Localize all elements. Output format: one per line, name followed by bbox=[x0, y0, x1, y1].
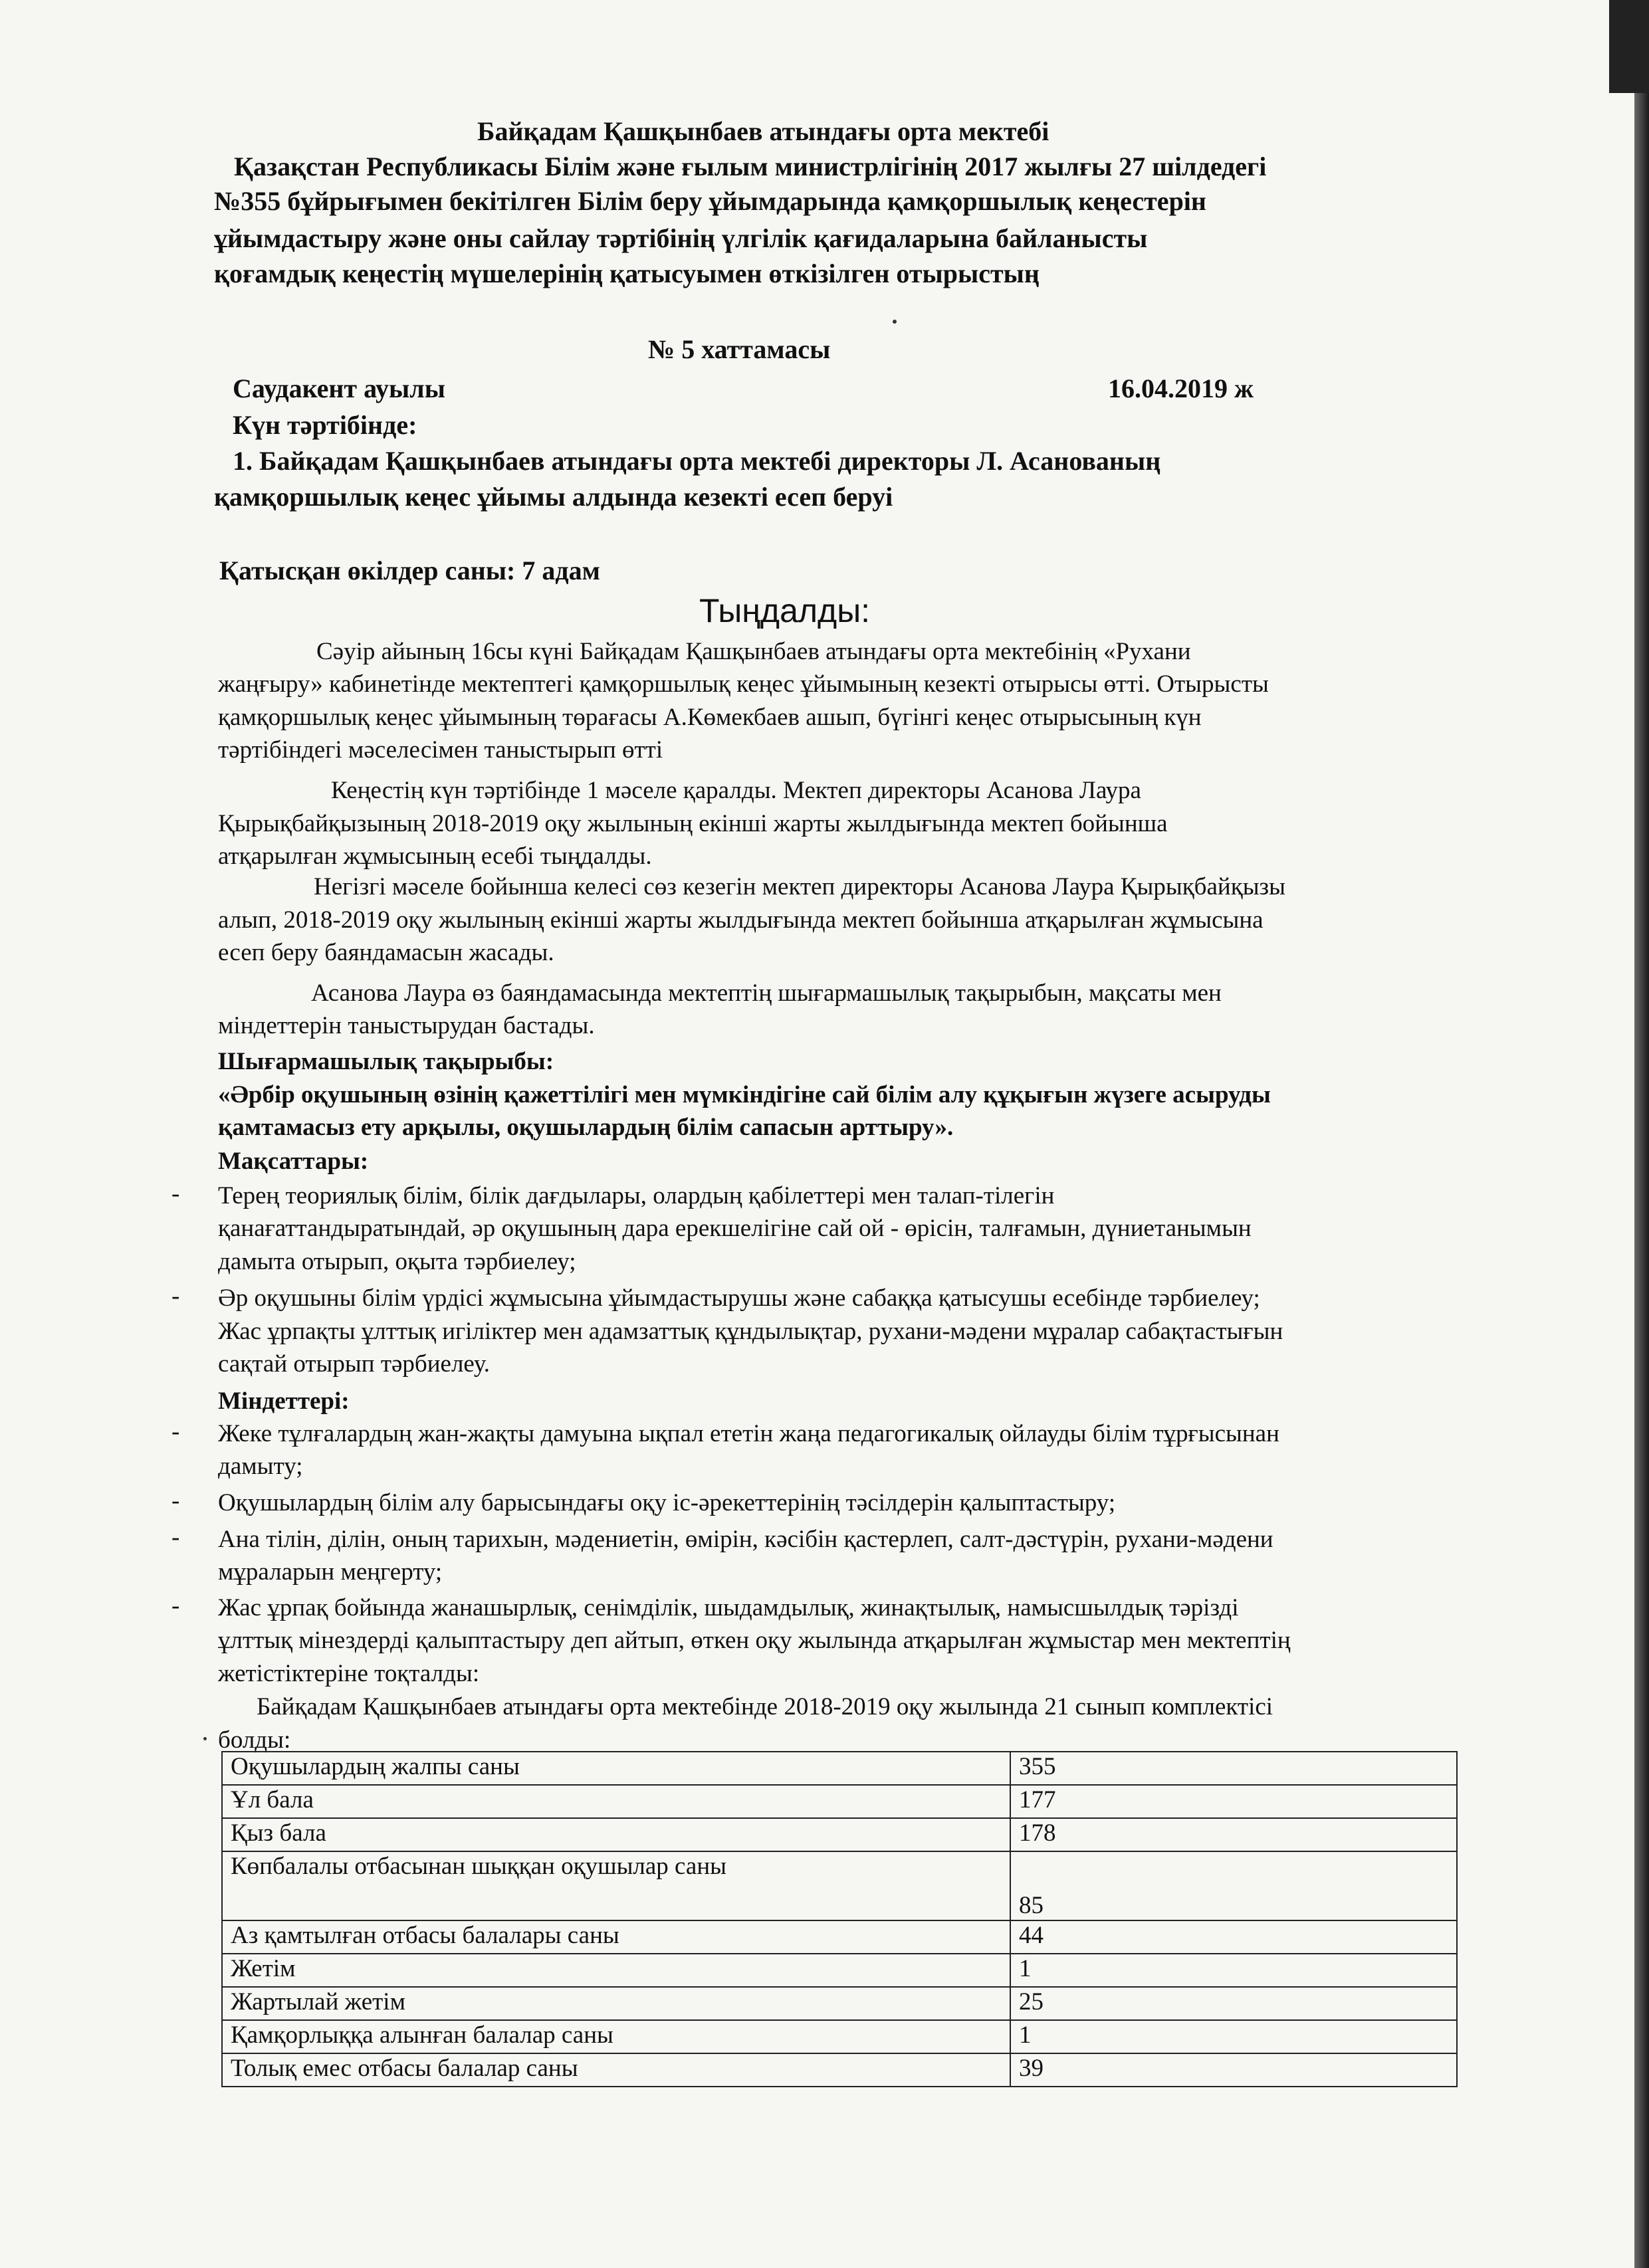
scan-speck bbox=[203, 1737, 207, 1740]
table-cell-label: Қыз бала bbox=[222, 1818, 1010, 1851]
theme-line-1: «Әрбір оқушының өзінің қажеттілігі мен мүмкіндігіне сай білім алу құқығын жүзеге асыруды bbox=[218, 1081, 1271, 1108]
goal-2-line-3: сақтай отырып тәрбиелеу. bbox=[218, 1350, 490, 1378]
school-name: Байқадам Қашқынбаев атындағы орта мектебі bbox=[477, 116, 1049, 146]
theme-line-2: қамтамасыз ету арқылы, оқушылардың білім сапасын арттыру». bbox=[218, 1114, 954, 1141]
header-line-5: қоғамдық кеңестің мүшелерінің қатысуымен өткізілген отырыстың bbox=[214, 258, 1040, 288]
header-line-4: ұйымдастыру және оны сайлау тәртібінің үлгілік қағидаларына байланысты bbox=[214, 223, 1148, 253]
table-cell-label: Жартылай жетім bbox=[222, 1987, 1010, 2020]
table-cell-value: 25 bbox=[1010, 1987, 1457, 2020]
paragraph-1-line-3: қамқоршылық кеңес ұйымының төрағасы А.Көмекбаев ашып, бүгінгі кеңес отырысының күн bbox=[218, 704, 1202, 731]
goal-1-line-1: Терең теориялық білім, білік дағдылары, олардың қабілеттері мен талап-тілегін bbox=[218, 1182, 1055, 1209]
theme-label: Шығармашылық тақырыбы: bbox=[218, 1048, 554, 1075]
list-dash: - bbox=[171, 1524, 180, 1551]
table-row bbox=[222, 1851, 1457, 1920]
paragraph-3-line-1: Негізгі мәселе бойынша келесі сөз кезегін мектеп директоры Асанова Лаура Қырықбайқызы bbox=[314, 873, 1286, 900]
table-cell-value: 178 bbox=[1010, 1818, 1457, 1851]
section-title-listened: Тыңдалды: bbox=[699, 592, 871, 629]
goal-2-line-1: Әр оқушыны білім үрдісі жұмысына ұйымдастырушы және сабаққа қатысушы есебінде тәрбиелеу; bbox=[218, 1285, 1260, 1312]
task-1-line-1: Жеке тұлғалардың жан-жақты дамуына ықпал ететін жаңа педагогикалық ойлауды білім тұрғысынан bbox=[218, 1420, 1279, 1447]
paragraph-1-line-2: жаңғыру» кабинетінде мектептегі қамқоршылық кеңес ұйымының кезекті отырысы өтті. Отырысты bbox=[218, 670, 1269, 698]
table-cell-label: Ұл бала bbox=[222, 1785, 1010, 1818]
list-dash: - bbox=[171, 1180, 180, 1207]
paragraph-5-line-2: болды: bbox=[218, 1726, 291, 1754]
task-3-line-1: Ана тілін, ділін, оның тарихын, мәдениетін, өмірін, кәсібін қастерлеп, салт-дәстүрін, рухани-мәдени bbox=[218, 1526, 1273, 1553]
agenda-item-1-cont: қамқоршылық кеңес ұйымы алдында кезекті есеп беруі bbox=[214, 482, 893, 512]
list-dash: - bbox=[171, 1283, 180, 1310]
meeting-place: Саудакент ауылы bbox=[233, 373, 445, 403]
scan-speck bbox=[893, 320, 897, 324]
table-row bbox=[222, 1752, 1457, 1785]
table-cell-value: 1 bbox=[1010, 1954, 1457, 1987]
paragraph-2-line-3: атқарылған жұмысының есебі тыңдалды. bbox=[218, 843, 652, 870]
attendees-count: Қатысқан өкілдер саны: 7 адам bbox=[219, 556, 600, 585]
table-cell-label: Аз қамтылған отбасы балалары саны bbox=[222, 1920, 1010, 1954]
meeting-date: 16.04.2019 ж bbox=[1108, 373, 1254, 403]
table-cell-value: 1 bbox=[1010, 2020, 1457, 2053]
paragraph-3-line-2: алып, 2018-2019 оқу жылының екінші жарты жылдығында мектеп бойынша атқарылған жұмысына bbox=[218, 906, 1264, 934]
header-line-2: Қазақстан Республикасы Білім және ғылым министрлігінің 2017 жылғы 27 шілдедегі bbox=[234, 152, 1267, 181]
table-row bbox=[222, 2053, 1457, 2087]
header-line-3: №355 бұйрығымен бекітілген Білім беру ұйымдарында қамқоршылық кеңестерін bbox=[214, 186, 1206, 216]
goals-label: Мақсаттары: bbox=[218, 1148, 369, 1175]
table-cell-label: Оқушылардың жалпы саны bbox=[222, 1752, 1010, 1785]
tasks-label: Міндеттері: bbox=[218, 1388, 350, 1415]
table-row bbox=[222, 1785, 1457, 1818]
table-cell-label: Көпбалалы отбасынан шыққан оқушылар саны bbox=[222, 1851, 1010, 1920]
goal-2-line-2: Жас ұрпақты ұлттық игіліктер мен адамзаттық құндылықтар, рухани-мәдени мұралар сабақтастығын bbox=[218, 1318, 1283, 1345]
task-1-line-2: дамыту; bbox=[218, 1453, 303, 1480]
task-2-line-1: Оқушылардың білім алу барысындағы оқу іс-әрекеттерінің тәсілдерін қалыптастыру; bbox=[218, 1489, 1116, 1516]
table-row bbox=[222, 1987, 1457, 2020]
student-stats-table bbox=[221, 1751, 1458, 2087]
table-cell-label: Жетім bbox=[222, 1954, 1010, 1987]
paragraph-4-line-1: Асанова Лаура өз баяндамасында мектептің шығармашылық тақырыбын, мақсаты мен bbox=[311, 979, 1222, 1007]
table-cell-value: 44 bbox=[1010, 1920, 1457, 1954]
table-row bbox=[222, 1920, 1457, 1954]
list-dash: - bbox=[171, 1418, 180, 1445]
paragraph-1-line-4: тәртібіндегі мәселесімен таныстырып өтті bbox=[218, 736, 663, 764]
table-cell-label: Толық емес отбасы балалар саны bbox=[222, 2053, 1010, 2087]
table-row bbox=[222, 2020, 1457, 2053]
list-dash: - bbox=[171, 1487, 180, 1514]
protocol-number: № 5 хаттамасы bbox=[648, 334, 831, 364]
table-row bbox=[222, 1954, 1457, 1987]
paragraph-3-line-3: есеп беру баяндамасын жасады. bbox=[218, 939, 554, 966]
task-4-line-1: Жас ұрпақ бойында жанашырлық, сенімділік, шыдамдылық, жинақтылық, намысшылдық тәрізді bbox=[218, 1594, 1239, 1621]
table-cell-value: 39 bbox=[1010, 2053, 1457, 2087]
agenda-item-1: 1. Байқадам Қашқынбаев атындағы орта мектебі директоры Л. Асанованың bbox=[233, 446, 1161, 476]
task-3-line-2: мұраларын меңгерту; bbox=[218, 1558, 443, 1586]
agenda-label: Күн тәртібінде: bbox=[233, 410, 417, 440]
table-cell-value: 355 bbox=[1010, 1752, 1457, 1785]
paragraph-2-line-1: Кеңестің күн тәртібінде 1 мәселе қаралды. Мектеп директоры Асанова Лаура bbox=[331, 777, 1141, 804]
table-cell-value: 177 bbox=[1010, 1785, 1457, 1818]
paragraph-5-line-1: Байқадам Қашқынбаев атындағы орта мектебінде 2018-2019 оқу жылында 21 сынып комплектісі bbox=[257, 1693, 1273, 1720]
table-cell-value: 85 bbox=[1010, 1851, 1457, 1920]
paragraph-2-line-2: Қырықбайқызының 2018-2019 оқу жылының екінші жарты жылдығында мектеп бойынша bbox=[218, 810, 1168, 837]
list-dash: - bbox=[171, 1592, 180, 1619]
task-4-line-2: ұлттық мінездерді қалыптастыру деп айтып, өткен оқу жылында атқарылған жұмыстар мен мектептің bbox=[218, 1627, 1291, 1654]
task-4-line-3: жетістіктеріне тоқталды: bbox=[218, 1660, 480, 1687]
paragraph-1-line-1: Сәуір айының 16сы күні Байқадам Қашқынбаев атындағы орта мектебінің «Рухани bbox=[316, 638, 1191, 665]
table-cell-label: Қамқорлыққа алынған балалар саны bbox=[222, 2020, 1010, 2053]
paragraph-4-line-2: міндеттерін таныстырудан бастады. bbox=[218, 1012, 595, 1039]
goal-1-line-3: дамыта отырып, оқыта тәрбиелеу; bbox=[218, 1248, 576, 1275]
goal-1-line-2: қанағаттандыратындай, әр оқушының дара ерекшелігіне сай ой - өрісін, талғамын, дүниетанымын bbox=[218, 1215, 1252, 1242]
table-row bbox=[222, 1818, 1457, 1851]
